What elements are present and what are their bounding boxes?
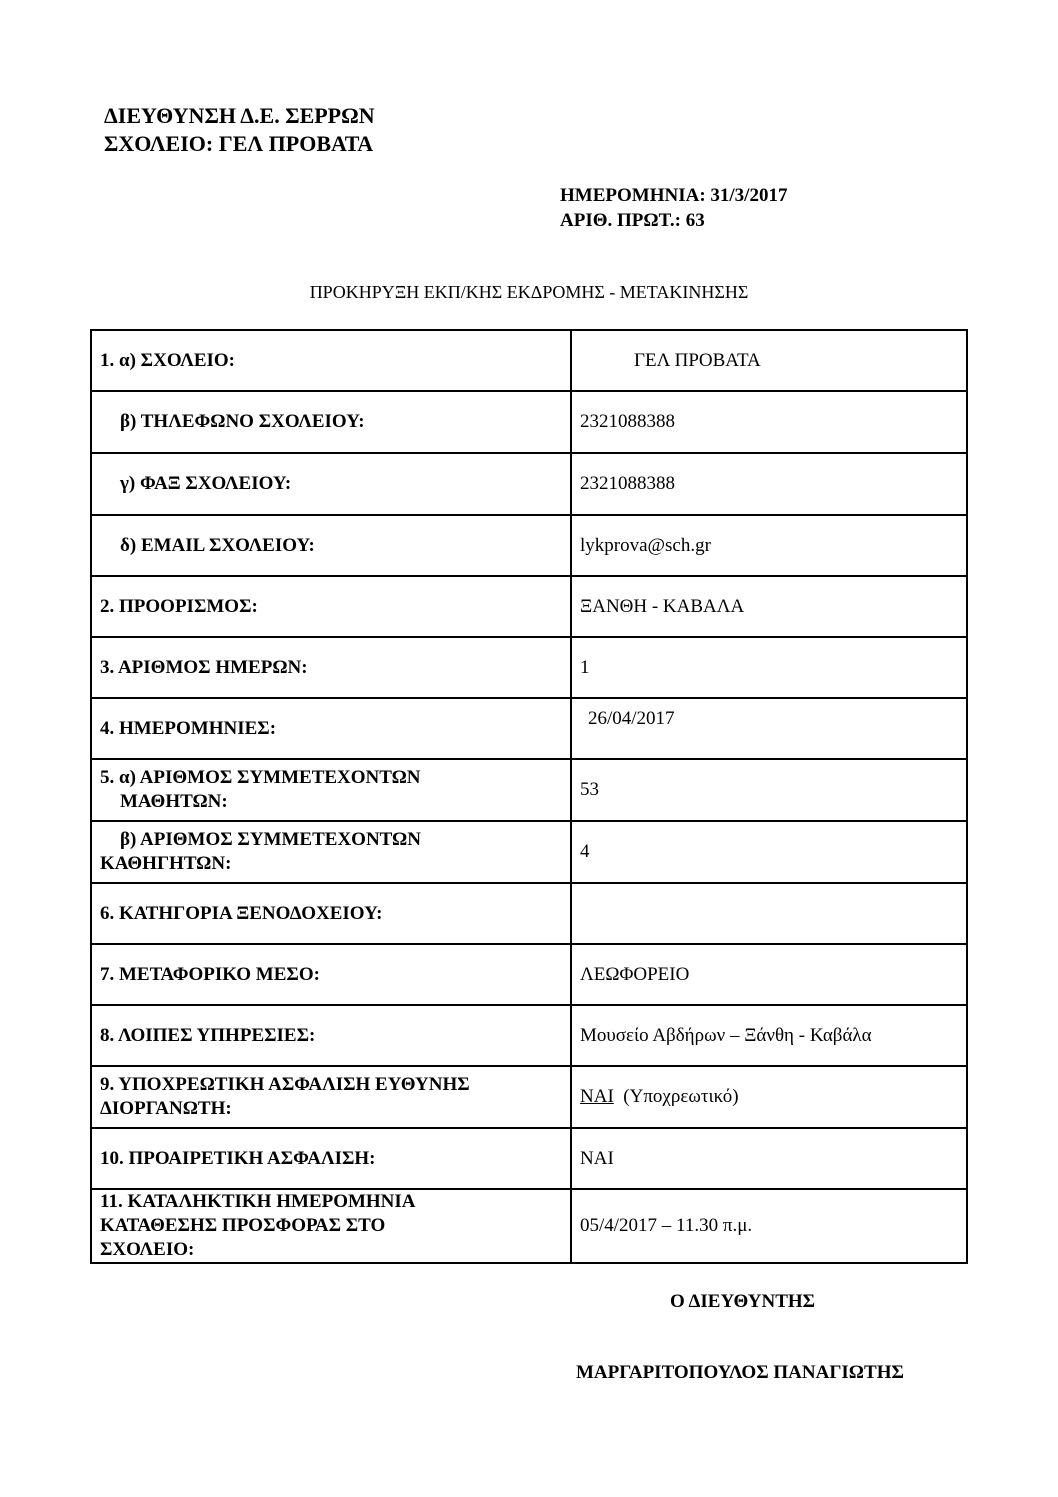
row-label [91,1189,571,1263]
row-label-line: ΔΙΟΡΓΑΝΩΤΗ: [100,1098,232,1119]
row-label: 4. ΗΜΕΡΟΜΗΝΙΕΣ: [91,698,571,759]
trip-details-table [90,329,968,1264]
row-value: ΝΑΙ [571,1128,967,1189]
row-label: 1. α) ΣΧΟΛΕΙΟ: [91,330,571,391]
row-value: ΛΕΩΦΟΡΕΙΟ [571,944,967,1005]
table-row [91,1066,967,1128]
directorate-line: ΔΙΕΥΘΥΝΣΗ Δ.Ε. ΣΕΡΡΩΝ [104,103,375,128]
table-row [91,944,967,1005]
row-label: γ) ΦΑΞ ΣΧΟΛΕΙΟΥ: [91,453,571,515]
table-row [91,515,967,576]
row-label-line: 11. ΚΑΤΑΛΗΚΤΙΚΗ ΗΜΕΡΟΜΗΝΙΑ [100,1191,416,1212]
row-label-line: β) ΑΡΙΘΜΟΣ ΣΥΜΜΕΤΕΧΟΝΤΩΝ [120,829,421,850]
row-value [571,1066,967,1128]
row-value: Μουσείο Αβδήρων – Ξάνθη - Καβάλα [571,1005,967,1066]
row-value [571,883,967,944]
row-label: 8. ΛΟΙΠΕΣ ΥΠΗΡΕΣΙΕΣ: [91,1005,571,1066]
table-row [91,1189,967,1263]
date-line: ΗΜΕΡΟΜΗΝΙΑ: 31/3/2017 [560,185,788,206]
table-row [91,759,967,821]
table-row [91,821,967,883]
row-value: 2321088388 [571,453,967,515]
row-value: lykprova@sch.gr [571,515,967,576]
row-label-line: ΣΧΟΛΕΙΟ: [100,1239,195,1260]
row-label-line: ΚΑΤΑΘΕΣΗΣ ΠΡΟΣΦΟΡΑΣ ΣΤΟ [100,1215,386,1236]
row-value: 4 [571,821,967,883]
row-label-line: 9. ΥΠΟΧΡΕΩΤΙΚΗ ΑΣΦΑΛΙΣΗ ΕΥΘΥΝΗΣ [100,1074,470,1095]
row-value: 53 [571,759,967,821]
row-label: 7. ΜΕΤΑΦΟΡΙΚΟ ΜΕΣΟ: [91,944,571,1005]
table-row [91,637,967,698]
row-label: 2. ΠΡΟΟΡΙΣΜΟΣ: [91,576,571,637]
row-value: 2321088388 [571,391,967,453]
row-label [91,1066,571,1128]
signature-role: Ο ΔΙΕΥΘΥΝΤΗΣ [670,1291,816,1312]
table-row [91,391,967,453]
table-row [91,883,967,944]
row-label-line: 5. α) ΑΡΙΘΜΟΣ ΣΥΜΜΕΤΕΧΟΝΤΩΝ [100,767,421,788]
insurance-note: (Υποχρεωτικό) [623,1086,739,1107]
protocol-line: ΑΡΙΘ. ΠΡΩΤ.: 63 [560,210,705,231]
table-row [91,1128,967,1189]
row-value: 1 [571,637,967,698]
table-row [91,330,967,391]
table-row [91,698,967,759]
row-label [91,821,571,883]
insurance-yes: ΝΑΙ [580,1086,614,1107]
table-row [91,1005,967,1066]
school-line: ΣΧΟΛΕΙΟ: ΓΕΛ ΠΡΟΒΑΤΑ [104,131,374,156]
row-label: 3. ΑΡΙΘΜΟΣ ΗΜΕΡΩΝ: [91,637,571,698]
row-label: β) ΤΗΛΕΦΩΝΟ ΣΧΟΛΕΙΟΥ: [91,391,571,453]
document-title: ΠΡΟΚΗΡΥΞΗ ΕΚΠ/ΚΗΣ ΕΚΔΡΟΜΗΣ - ΜΕΤΑΚΙΝΗΣΗΣ [309,282,749,302]
table-row [91,453,967,515]
row-label-line: ΚΑΘΗΓΗΤΩΝ: [100,853,232,874]
row-value: ΓΕΛ ΠΡΟΒΑΤΑ [571,330,967,391]
document-header [104,102,375,158]
row-value: ΞΑΝΘΗ - ΚΑΒΑΛΑ [571,576,967,637]
signature-name: ΜΑΡΓΑΡΙΤΟΠΟΥΛΟΣ ΠΑΝΑΓΙΩΤΗΣ [576,1362,904,1383]
row-value: 26/04/2017 [571,698,967,759]
document-meta [560,183,787,233]
row-label: δ) EMAIL ΣΧΟΛΕΙΟΥ: [91,515,571,576]
row-label-line: ΜΑΘΗΤΩΝ: [120,791,228,812]
row-label: 10. ΠΡΟΑΙΡΕΤΙΚΗ ΑΣΦΑΛΙΣΗ: [91,1128,571,1189]
row-label [91,759,571,821]
table-row [91,576,967,637]
row-label: 6. ΚΑΤΗΓΟΡΙΑ ΞΕΝΟΔΟΧΕΙΟΥ: [91,883,571,944]
row-value: 05/4/2017 – 11.30 π.μ. [571,1189,967,1263]
